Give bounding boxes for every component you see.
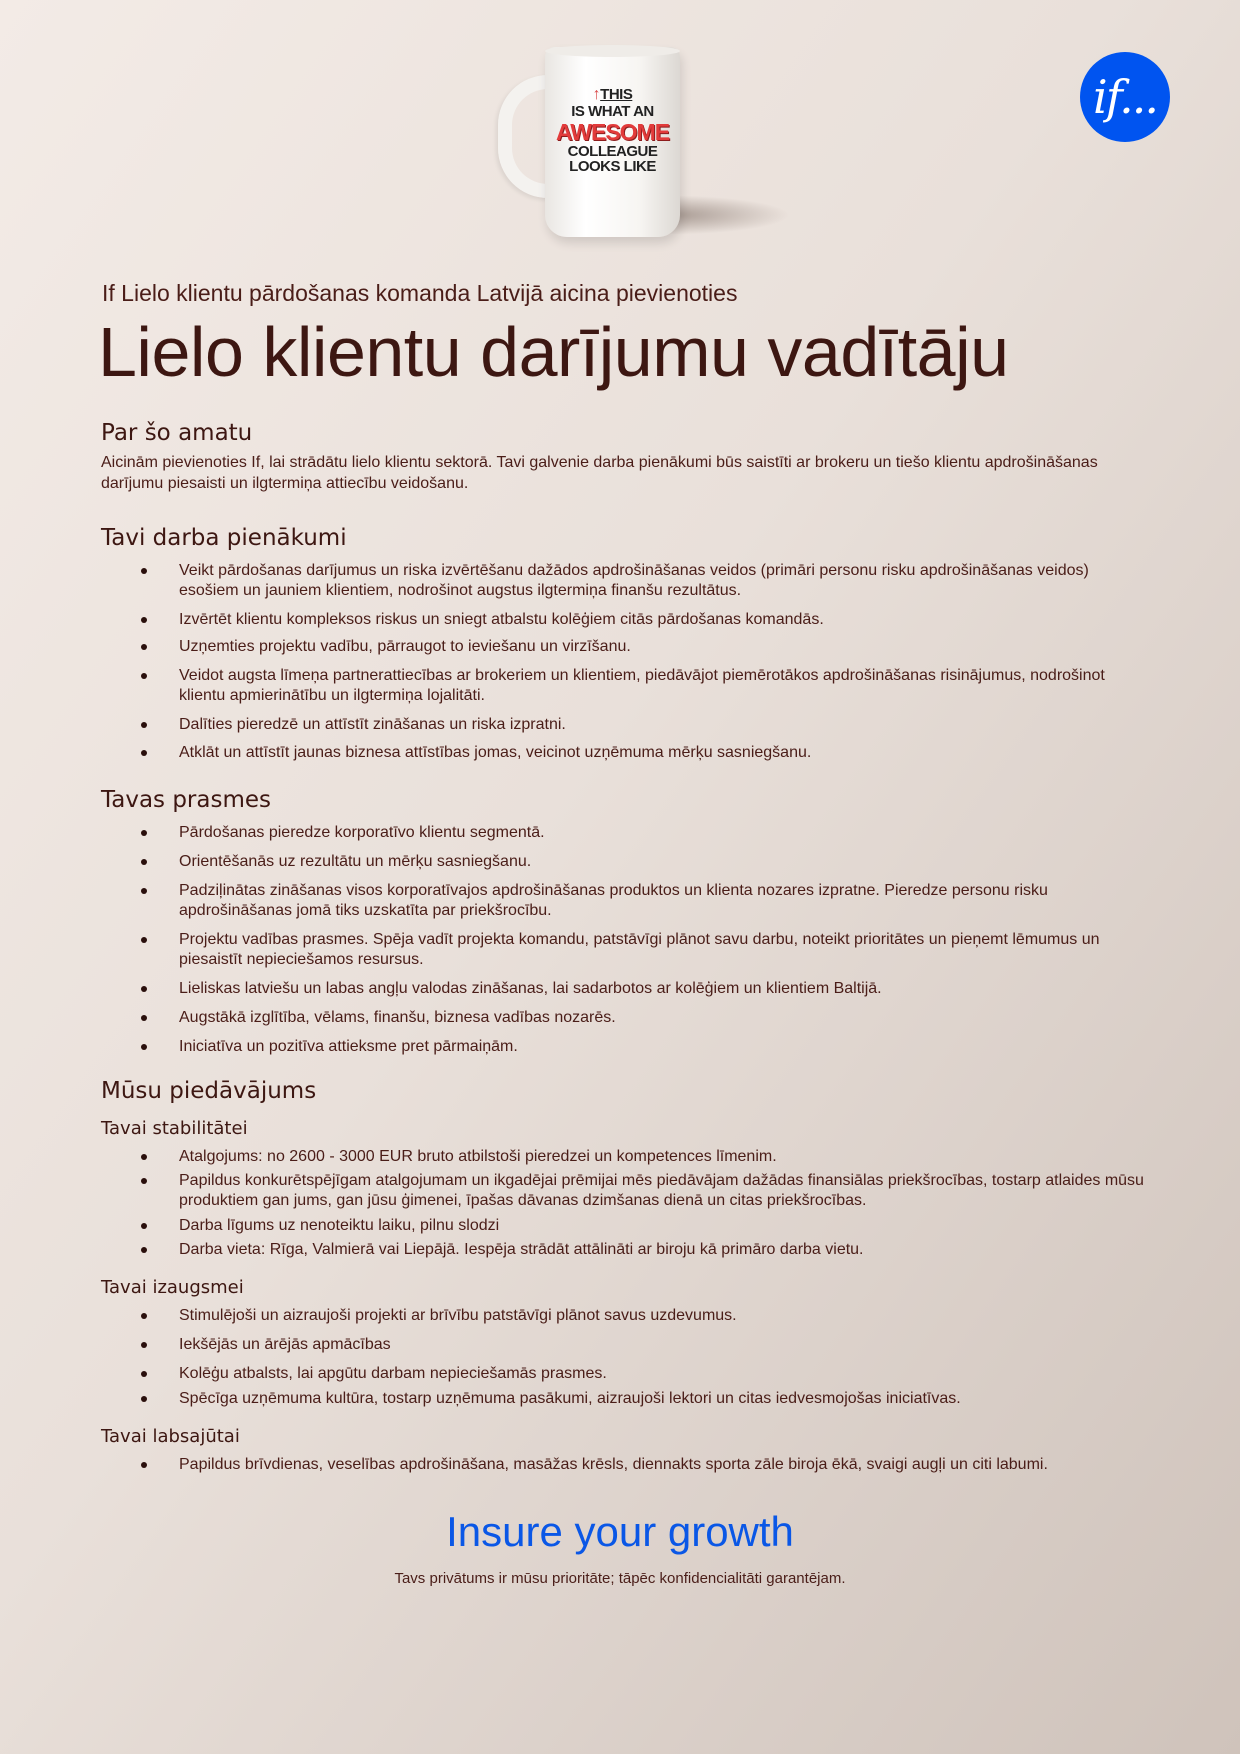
skills-heading: Tavas prasmes: [101, 787, 272, 813]
list-item: Orientēšanās uz rezultātu un mērķu sasniegšanu.: [101, 852, 1151, 872]
mug-line-3: AWESOME: [555, 118, 670, 145]
logo-text: if...: [1093, 70, 1157, 124]
list-item: Papildus brīvdienas, veselības apdrošināšana, masāžas krēsls, diennakts sporta zāle biroja ēkā, svaigi augļi un citi labumi.: [101, 1455, 1151, 1475]
mug-illustration: [490, 45, 810, 245]
list-item: Atalgojums: no 2600 - 3000 EUR bruto atbilstoši pieredzei un kompetences līmenim.: [101, 1147, 1151, 1167]
list-item: Izvērtēt klientu kompleksos riskus un sniegt atbalstu kolēģiem citās pārdošanas komandās.: [101, 610, 1151, 630]
page-title: Lielo klientu darījumu vadītāju: [98, 313, 1009, 391]
list-item: Lieliskas latviešu un labas angļu valodas zināšanas, lai sadarbotos ar kolēģiem un klientiem Baltijā.: [101, 979, 1151, 999]
list-item: Darba vieta: Rīga, Valmierā vai Liepājā. Iespēja strādāt attālināti ar biroju kā primāro darba vietu.: [101, 1240, 1151, 1260]
stability-list: [101, 1147, 1151, 1260]
duties-heading: Tavi darba pienākumi: [101, 525, 347, 551]
list-item: Papildus konkurētspējīgam atalgojumam un ikgadējai prēmijai mēs piedāvājam dažādas finansiālas priekšrocības, tostarp atlaides mūsu produktiem gan jums, gan jūsu ģimenei, īpašas dāvanas dzimšanas dienā un citas priekšrocības.: [101, 1171, 1151, 1211]
list-item: Augstākā izglītība, vēlams, finanšu, biznesa vadības nozarēs.: [101, 1008, 1151, 1028]
mug-line-4: COLLEAGUE: [567, 142, 658, 160]
about-heading: Par šo amatu: [101, 420, 253, 446]
section-offer: [101, 1078, 1151, 1475]
growth-list: [101, 1306, 1151, 1409]
list-item: Padziļinātas zināšanas visos korporatīvajos apdrošināšanas produktos un klienta nozares izpratne. Pieredze personu risku apdrošināšanas jomā tiks uzskatīta par priekšrocību.: [101, 881, 1151, 921]
if-logo: [1080, 52, 1170, 142]
skills-list: [101, 823, 1151, 1057]
mug-arrow-icon: ↑: [592, 86, 601, 103]
stability-heading: Tavai stabilitātei: [101, 1118, 248, 1139]
duties-list: [101, 561, 1151, 763]
wellbeing-list: [101, 1455, 1151, 1475]
about-text: Aicinām pievienoties If, lai strādātu lielo klientu sektorā. Tavi galvenie darba pienākumi būs saistīti ar brokeru un tiešo klientu apdrošināšanas darījumu piesaisti un ilgtermiņa attiecību veidošanu.: [101, 454, 1098, 492]
mug-line-1: THIS: [600, 86, 633, 103]
mug-line-2: IS WHAT AN: [571, 102, 654, 120]
privacy-note: Tavs privātums ir mūsu prioritāte; tāpēc konfidencialitāti garantējam.: [394, 1570, 846, 1587]
mug-rim: [545, 45, 680, 57]
list-item: Darba līgums uz nenoteiktu laiku, pilnu slodzi: [101, 1216, 1151, 1236]
list-item: Uzņemties projektu vadību, pārraugot to ieviešanu un virzīšanu.: [101, 637, 1151, 657]
list-item: Veikt pārdošanas darījumus un riska izvērtēšanu dažādos apdrošināšanas veidos (primāri personu risku apdrošināšanas veidos) esošiem un jauniem klientiem, nodrošinot augstus ilgtermiņa finanšu rezultātus.: [101, 561, 1151, 601]
mug-line-5: LOOKS LIKE: [569, 158, 656, 176]
list-item: Kolēģu atbalsts, lai apgūtu darbam nepieciešamās prasmes.: [101, 1364, 1151, 1384]
tagline: Insure your growth: [446, 1508, 794, 1555]
list-item: Pārdošanas pieredze korporatīvo klientu segmentā.: [101, 823, 1151, 843]
list-item: Projektu vadības prasmes. Spēja vadīt projekta komandu, patstāvīgi plānot savu darbu, noteikt prioritātes un pieņemt lēmumus un piesaistīt nepieciešamos resursus.: [101, 930, 1151, 970]
growth-heading: Tavai izaugsmei: [101, 1277, 244, 1298]
list-item: Atklāt un attīstīt jaunas biznesa attīstības jomas, veicinot uzņēmuma mērķu sasniegšanu.: [101, 743, 1151, 763]
mug-print: [545, 87, 680, 175]
section-about: [101, 420, 1151, 494]
list-item: Spēcīga uzņēmuma kultūra, tostarp uzņēmuma pasākumi, aizraujoši lektori un citas iedvesmojošas iniciatīvas.: [101, 1389, 1151, 1409]
section-skills: [101, 787, 1151, 1057]
list-item: Iekšējās un ārējās apmācības: [101, 1335, 1151, 1355]
list-item: Iniciatīva un pozitīva attieksme pret pārmaiņām.: [101, 1037, 1151, 1057]
section-duties: [101, 525, 1151, 763]
list-item: Dalīties pieredzē un attīstīt zināšanas un riska izpratni.: [101, 715, 1151, 735]
list-item: Stimulējoši un aizraujoši projekti ar brīvību patstāvīgi plānot savus uzdevumus.: [101, 1306, 1151, 1326]
wellbeing-heading: Tavai labsajūtai: [101, 1426, 240, 1447]
page-subtitle: If Lielo klientu pārdošanas komanda Latvijā aicina pievienoties: [102, 280, 738, 306]
offer-heading: Mūsu piedāvājums: [101, 1078, 317, 1104]
list-item: Veidot augsta līmeņa partnerattiecības ar brokeriem un klientiem, piedāvājot piemērotākos apdrošināšanas risinājumus, nodrošinot klientu apmierinātību un ilgtermiņa lojalitāti.: [101, 666, 1151, 706]
